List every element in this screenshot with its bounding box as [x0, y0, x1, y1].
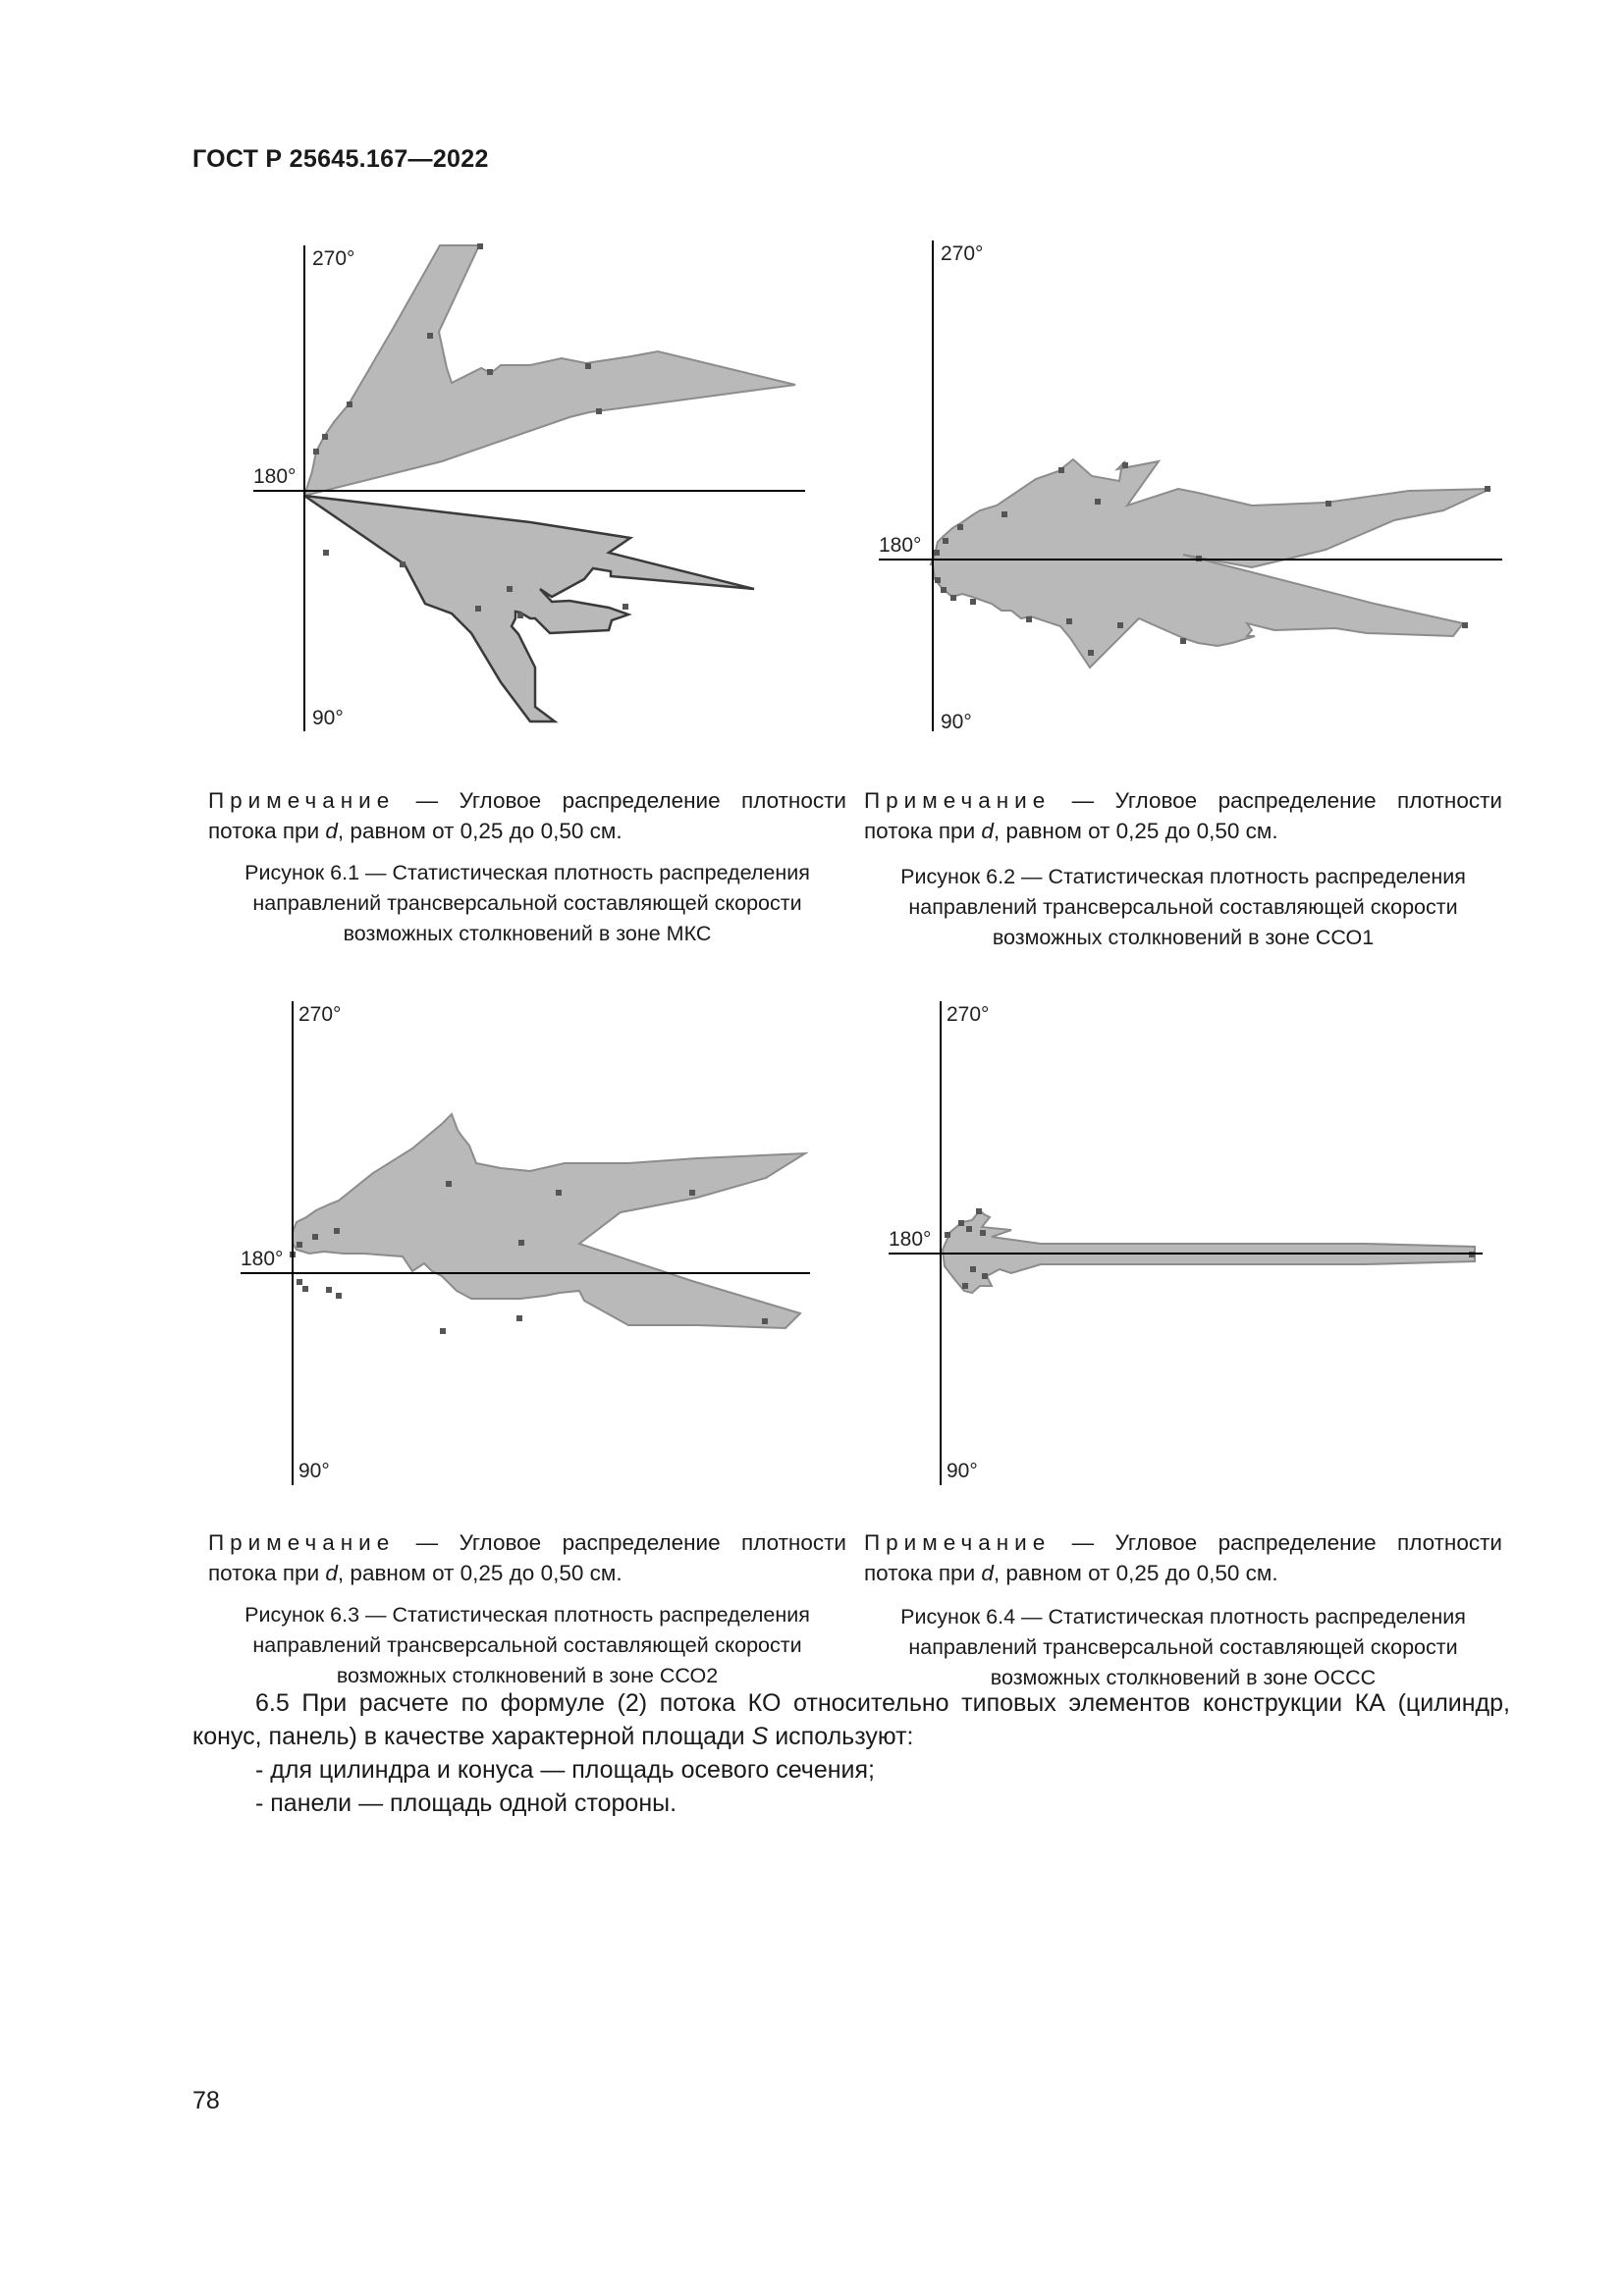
note-label: Примечание — [864, 1530, 1052, 1555]
polar-chart-osss — [874, 987, 1502, 1497]
note-variable: d — [981, 819, 994, 843]
document-header: ГОСТ Р 25645.167—2022 — [192, 145, 489, 173]
section-6-5 — [192, 1686, 1510, 1820]
paragraph — [192, 1686, 1510, 1753]
page-number: 78 — [192, 2087, 220, 2114]
note-text-tail: , равном от 0,25 до 0,50 см. — [993, 1561, 1278, 1585]
polar-chart-sso1 — [864, 226, 1532, 746]
angle-label-180: 180° — [889, 1228, 932, 1251]
figure-note — [864, 1527, 1502, 1588]
list-item: - для цилиндра и конуса — площадь осевого сечения; — [255, 1756, 875, 1784]
figure-note — [208, 785, 846, 846]
density-area — [293, 1114, 805, 1328]
paragraph-text-tail: используют: — [775, 1723, 914, 1750]
angle-label-180: 180° — [241, 1248, 284, 1270]
figure-note — [208, 1527, 846, 1588]
density-area-lower — [304, 496, 754, 721]
density-area — [943, 1210, 1475, 1293]
list-item: - панели — площадь одной стороны. — [255, 1789, 677, 1817]
note-text-tail: , равном от 0,25 до 0,50 см. — [337, 819, 623, 843]
angle-label-270: 270° — [941, 242, 984, 265]
angle-label-270: 270° — [947, 1003, 990, 1026]
paragraph-variable: S — [751, 1723, 769, 1750]
paragraph-text: 6.5 При расчете по формуле (2) потока КО относительно типовых элементов конструкции КА (цилиндр, конус, панель) в качестве характерной площади — [192, 1689, 1510, 1750]
angle-label-180: 180° — [253, 465, 297, 488]
figure-caption: Рисунок 6.4 — Статистическая плотность распределения направлений трансверсальной составляющей скорости возможных столкновений в зоне ОССС — [900, 1605, 1466, 1689]
density-area — [931, 459, 1490, 667]
figure-caption: Рисунок 6.3 — Статистическая плотность распределения направлений трансверсальной составляющей скорости возможных столкновений в зоне ССО2 — [244, 1603, 810, 1687]
note-text: — Угловое распределение плотности потока при — [208, 788, 846, 843]
note-text-tail: , равном от 0,25 до 0,50 см. — [337, 1561, 623, 1585]
note-variable: d — [981, 1561, 994, 1585]
note-text: — Угловое распределение плотности потока при — [864, 788, 1502, 843]
figure-caption: Рисунок 6.2 — Статистическая плотность распределения направлений трансверсальной составляющей скорости возможных столкновений в зоне ССО1 — [900, 865, 1466, 949]
polar-chart-mks — [236, 226, 825, 746]
note-label: Примечание — [208, 1530, 396, 1555]
note-label: Примечание — [864, 788, 1052, 813]
angle-label-90: 90° — [298, 1460, 330, 1482]
angle-label-90: 90° — [947, 1460, 978, 1482]
angle-label-90: 90° — [941, 711, 972, 733]
note-text-tail: , равном от 0,25 до 0,50 см. — [993, 819, 1278, 843]
note-text: — Угловое распределение плотности потока при — [864, 1530, 1502, 1585]
angle-label-270: 270° — [312, 247, 355, 270]
angle-label-270: 270° — [298, 1003, 342, 1026]
angle-label-180: 180° — [879, 534, 922, 557]
figure-caption: Рисунок 6.1 — Статистическая плотность распределения направлений трансверсальной составляющей скорости возможных столкновений в зоне МКС — [244, 861, 810, 945]
density-area-upper — [304, 245, 795, 496]
figure-note — [864, 785, 1502, 846]
note-variable: d — [325, 819, 338, 843]
note-text: — Угловое распределение плотности потока при — [208, 1530, 846, 1585]
note-label: Примечание — [208, 788, 396, 813]
note-variable: d — [325, 1561, 338, 1585]
angle-label-90: 90° — [312, 707, 344, 729]
polar-chart-sso2 — [236, 987, 825, 1497]
